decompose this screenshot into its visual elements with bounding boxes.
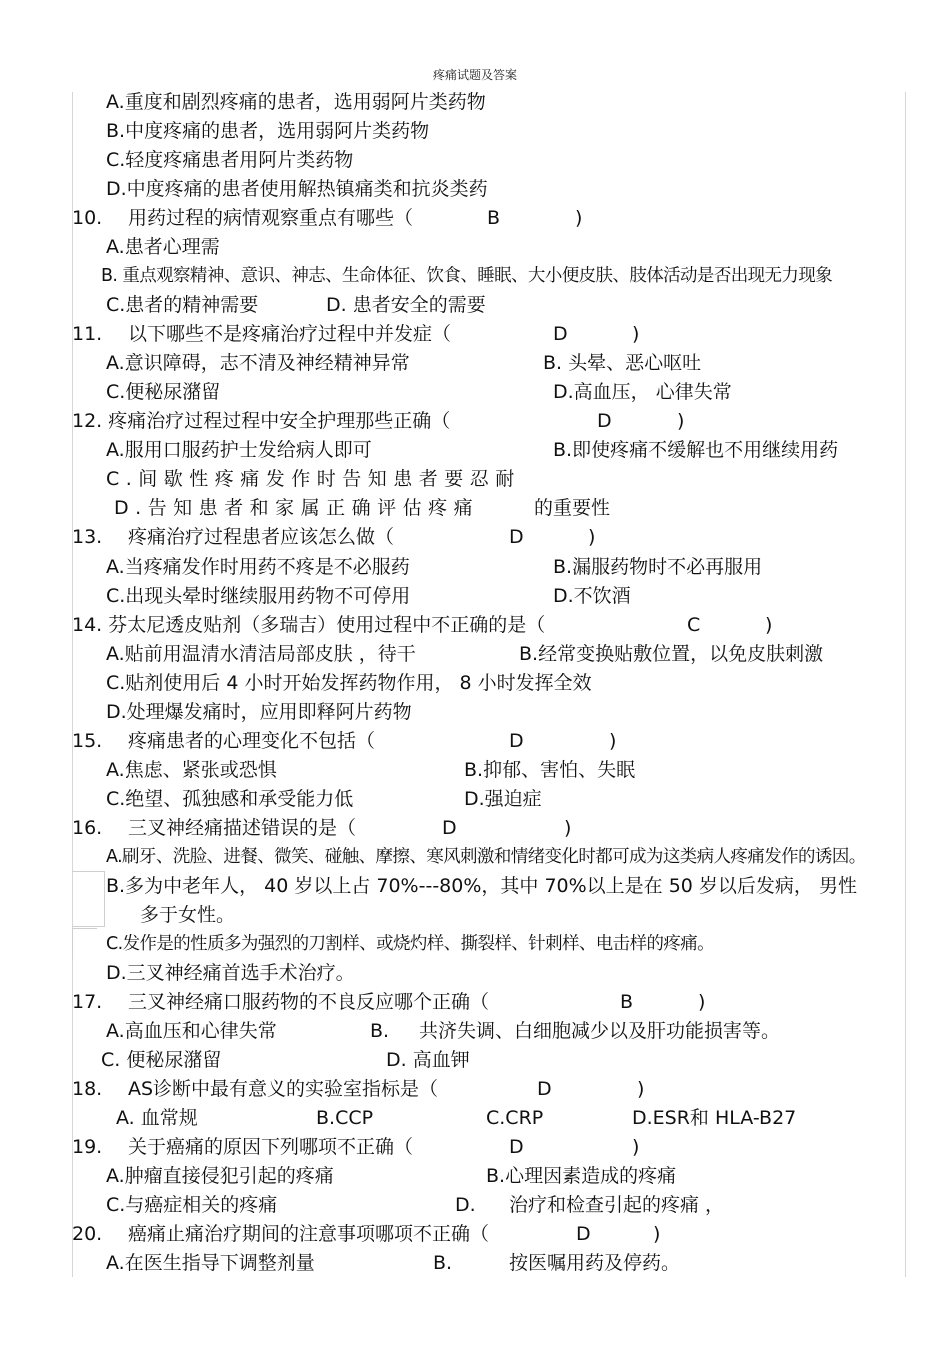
option-c: C.便秘尿潴留 [106, 381, 221, 403]
option-a: A.服用口服药护士发给病人即可 [106, 439, 372, 461]
text-line [0, 756, 950, 785]
question-line [0, 988, 950, 1017]
option-c: C.CRP [486, 1107, 544, 1129]
page-header: 疼痛试题及答案 [432, 68, 517, 82]
option-c: C.绝望、孤独感和承受能力低 [106, 788, 354, 810]
question-number: 10. [72, 207, 103, 229]
text-line [0, 233, 950, 262]
question-number: 11. [72, 323, 103, 345]
option-c: C.患者的精神需要 [106, 294, 259, 316]
text-line [0, 901, 950, 930]
closing-paren: ) [609, 730, 617, 752]
question-text: 癌痛止痛治疗期间的注意事项哪项不正确（ [128, 1223, 490, 1245]
option-a: A.高血压和心律失常 [106, 1020, 277, 1042]
question-number: 20. [72, 1223, 103, 1245]
question-number: 16. [72, 817, 103, 839]
option-a: A.贴前用温清水清洁局部皮肤 ，待干 [106, 643, 416, 665]
question-line [0, 1075, 950, 1104]
option-d: 治疗和检查引起的疼痛 ， [509, 1194, 725, 1216]
question-text: 用药过程的病情观察重点有哪些（ [128, 207, 414, 229]
option-d: D.中度疼痛的患者使用解热镇痛类和抗炎类药 [106, 178, 488, 200]
text-line [0, 582, 950, 611]
answer: D [509, 1136, 524, 1158]
option-a: A.在医生指导下调整剂量 [106, 1252, 315, 1274]
question-number: 13. [72, 526, 103, 548]
option-c: C.贴剂使用后 4 小时开始发挥药物作用， 8 小时发挥全效 [106, 672, 592, 694]
text-line [0, 117, 950, 146]
option-d-tail: 的重要性 [534, 497, 611, 519]
option-a: A.患者心理需 [106, 236, 220, 258]
option-d-label: D. [455, 1194, 476, 1216]
question-text: 疼痛治疗过程患者应该怎么做（ [128, 526, 395, 548]
answer: B [487, 207, 501, 229]
closing-paren: ) [637, 1078, 645, 1100]
text-line [0, 959, 950, 988]
question-line [0, 407, 950, 436]
option-b: B. 头晕、恶心呕吐 [543, 352, 702, 374]
option-a: A.意识障碍，志不清及神经精神异常 [106, 352, 410, 374]
answer: D [442, 817, 457, 839]
option-d: D.强迫症 [464, 788, 542, 810]
closing-paren: ) [765, 614, 773, 636]
question-number: 18. [72, 1078, 103, 1100]
answer: D [537, 1078, 552, 1100]
text-line [0, 1017, 950, 1046]
closing-paren: ) [632, 323, 640, 345]
option-b-continued: 多于女性。 [140, 904, 236, 926]
closing-paren: ) [588, 526, 596, 548]
text-line [0, 146, 950, 175]
option-c: C. 便秘尿潴留 [101, 1049, 222, 1071]
option-b: 按医嘱用药及停药。 [509, 1252, 681, 1274]
answer: D [509, 526, 524, 548]
option-a: A.刷牙、洗脸、进餐、微笑、碰触、摩擦、寒风刺激和情绪变化时都可成为这类病人疼痛发作的诱因。 [106, 847, 866, 867]
question-line [0, 611, 950, 640]
option-d: D. 高血钾 [386, 1049, 470, 1071]
text-line [0, 88, 950, 117]
question-text: 三叉神经痛口服药物的不良反应哪个正确（ [128, 991, 490, 1013]
answer: D [553, 323, 568, 345]
option-b: B.即使疼痛不缓解也不用继续用药 [553, 439, 839, 461]
text-line [0, 669, 950, 698]
text-line [0, 785, 950, 814]
question-line [0, 204, 950, 233]
option-b: B.漏服药物时不必再服用 [553, 556, 763, 578]
question-text: 关于癌痛的原因下列哪项不正确（ [128, 1136, 414, 1158]
text-line [0, 1191, 950, 1220]
text-line [0, 553, 950, 582]
closing-paren: ) [653, 1223, 661, 1245]
closing-paren: ) [632, 1136, 640, 1158]
option-d: D.三叉神经痛首选手术治疗。 [106, 962, 355, 984]
answer: C [687, 614, 701, 636]
question-number: 17. [72, 991, 103, 1013]
text-line [0, 872, 950, 901]
answer: B [620, 991, 634, 1013]
text-line [0, 1249, 950, 1278]
option-b-label: B. [370, 1020, 390, 1042]
text-line [0, 378, 950, 407]
option-c: C.与癌症相关的疼痛 [106, 1194, 278, 1216]
question-line [0, 727, 950, 756]
closing-paren: ) [698, 991, 706, 1013]
question-text: 14. 芬太尼透皮贴剂（多瑞吉）使用过程中不正确的是（ [72, 614, 546, 636]
option-a: A. 血常规 [116, 1107, 198, 1129]
text-line [0, 640, 950, 669]
answer: D [576, 1223, 591, 1245]
closing-paren: ) [677, 410, 685, 432]
text-line [0, 843, 950, 872]
option-b-label: B. [433, 1252, 453, 1274]
option-b: B.CCP [316, 1107, 374, 1129]
text-line [0, 436, 950, 465]
question-text: 12. 疼痛治疗过程过程中安全护理那些正确（ [72, 410, 451, 432]
option-c: C.出现头晕时继续服用药物不可停用 [106, 585, 411, 607]
option-a: A.当疼痛发作时用药不疼是不必服药 [106, 556, 410, 578]
question-line [0, 523, 950, 552]
option-b: B.心理因素造成的疼痛 [486, 1165, 677, 1187]
option-b: B.抑郁、害怕、失眠 [464, 759, 636, 781]
option-d: D. 患者安全的需要 [326, 294, 486, 316]
question-number: 19. [72, 1136, 103, 1158]
option-a: A.肿瘤直接侵犯引起的疼痛 [106, 1165, 334, 1187]
option-c: C.间歇性疼痛发作时告知患者要忍耐 [106, 468, 521, 490]
option-c: C.轻度疼痛患者用阿片类药物 [106, 149, 354, 171]
option-a: A.重度和剧烈疼痛的患者，选用弱阿片类药物 [106, 91, 486, 113]
option-d: D.告知患者和家属正确评估疼痛 [114, 497, 480, 519]
option-d: D.不饮酒 [553, 585, 631, 607]
question-line [0, 1220, 950, 1249]
option-d: D.处理爆发痛时，应用即释阿片药物 [106, 701, 412, 723]
option-b: 共济失调、白细胞减少以及肝功能损害等。 [419, 1020, 781, 1042]
question-line [0, 814, 950, 843]
text-line [0, 262, 950, 291]
option-a: A.焦虑、紧张或恐惧 [106, 759, 277, 781]
question-line [0, 320, 950, 349]
text-line [0, 494, 950, 523]
text-line [0, 1046, 950, 1075]
question-text: 疼痛患者的心理变化不包括（ [128, 730, 376, 752]
question-line [0, 1133, 950, 1162]
question-text: 以下哪些不是疼痛治疗过程中并发症（ [128, 323, 452, 345]
answer: D [597, 410, 612, 432]
question-text: 三叉神经痛描述错误的是（ [128, 817, 357, 839]
closing-paren: ) [575, 207, 583, 229]
closing-paren: ) [564, 817, 572, 839]
text-line [0, 930, 950, 959]
option-c: C.发作是的性质多为强烈的刀割样、或烧灼样、撕裂样、针刺样、电击样的疼痛。 [106, 934, 715, 954]
text-line [0, 349, 950, 378]
text-line [0, 1104, 950, 1133]
option-d: D.ESR和 HLA-B27 [632, 1107, 797, 1129]
option-b: B. 重点观察精神、意识、神志、生命体征、饮食、睡眠、大小便皮肤、肢体活动是否出现无力现象 [101, 266, 833, 286]
question-text: AS诊断中最有意义的实验室指标是（ [128, 1078, 439, 1100]
answer: D [509, 730, 524, 752]
text-line [0, 291, 950, 320]
text-line [0, 698, 950, 727]
option-b: B.经常变换贴敷位置，以免皮肤刺激 [519, 643, 824, 665]
question-number: 15. [72, 730, 103, 752]
option-b: B.中度疼痛的患者，选用弱阿片类药物 [106, 120, 430, 142]
text-line [0, 175, 950, 204]
text-line [0, 1162, 950, 1191]
text-line [0, 465, 950, 494]
option-b: B.多为中老年人， 40 岁以上占 70%---80%，其中 70%以上是在 50 岁以后发病， 男性 [106, 875, 857, 897]
option-d: D.高血压， 心律失常 [553, 381, 732, 403]
